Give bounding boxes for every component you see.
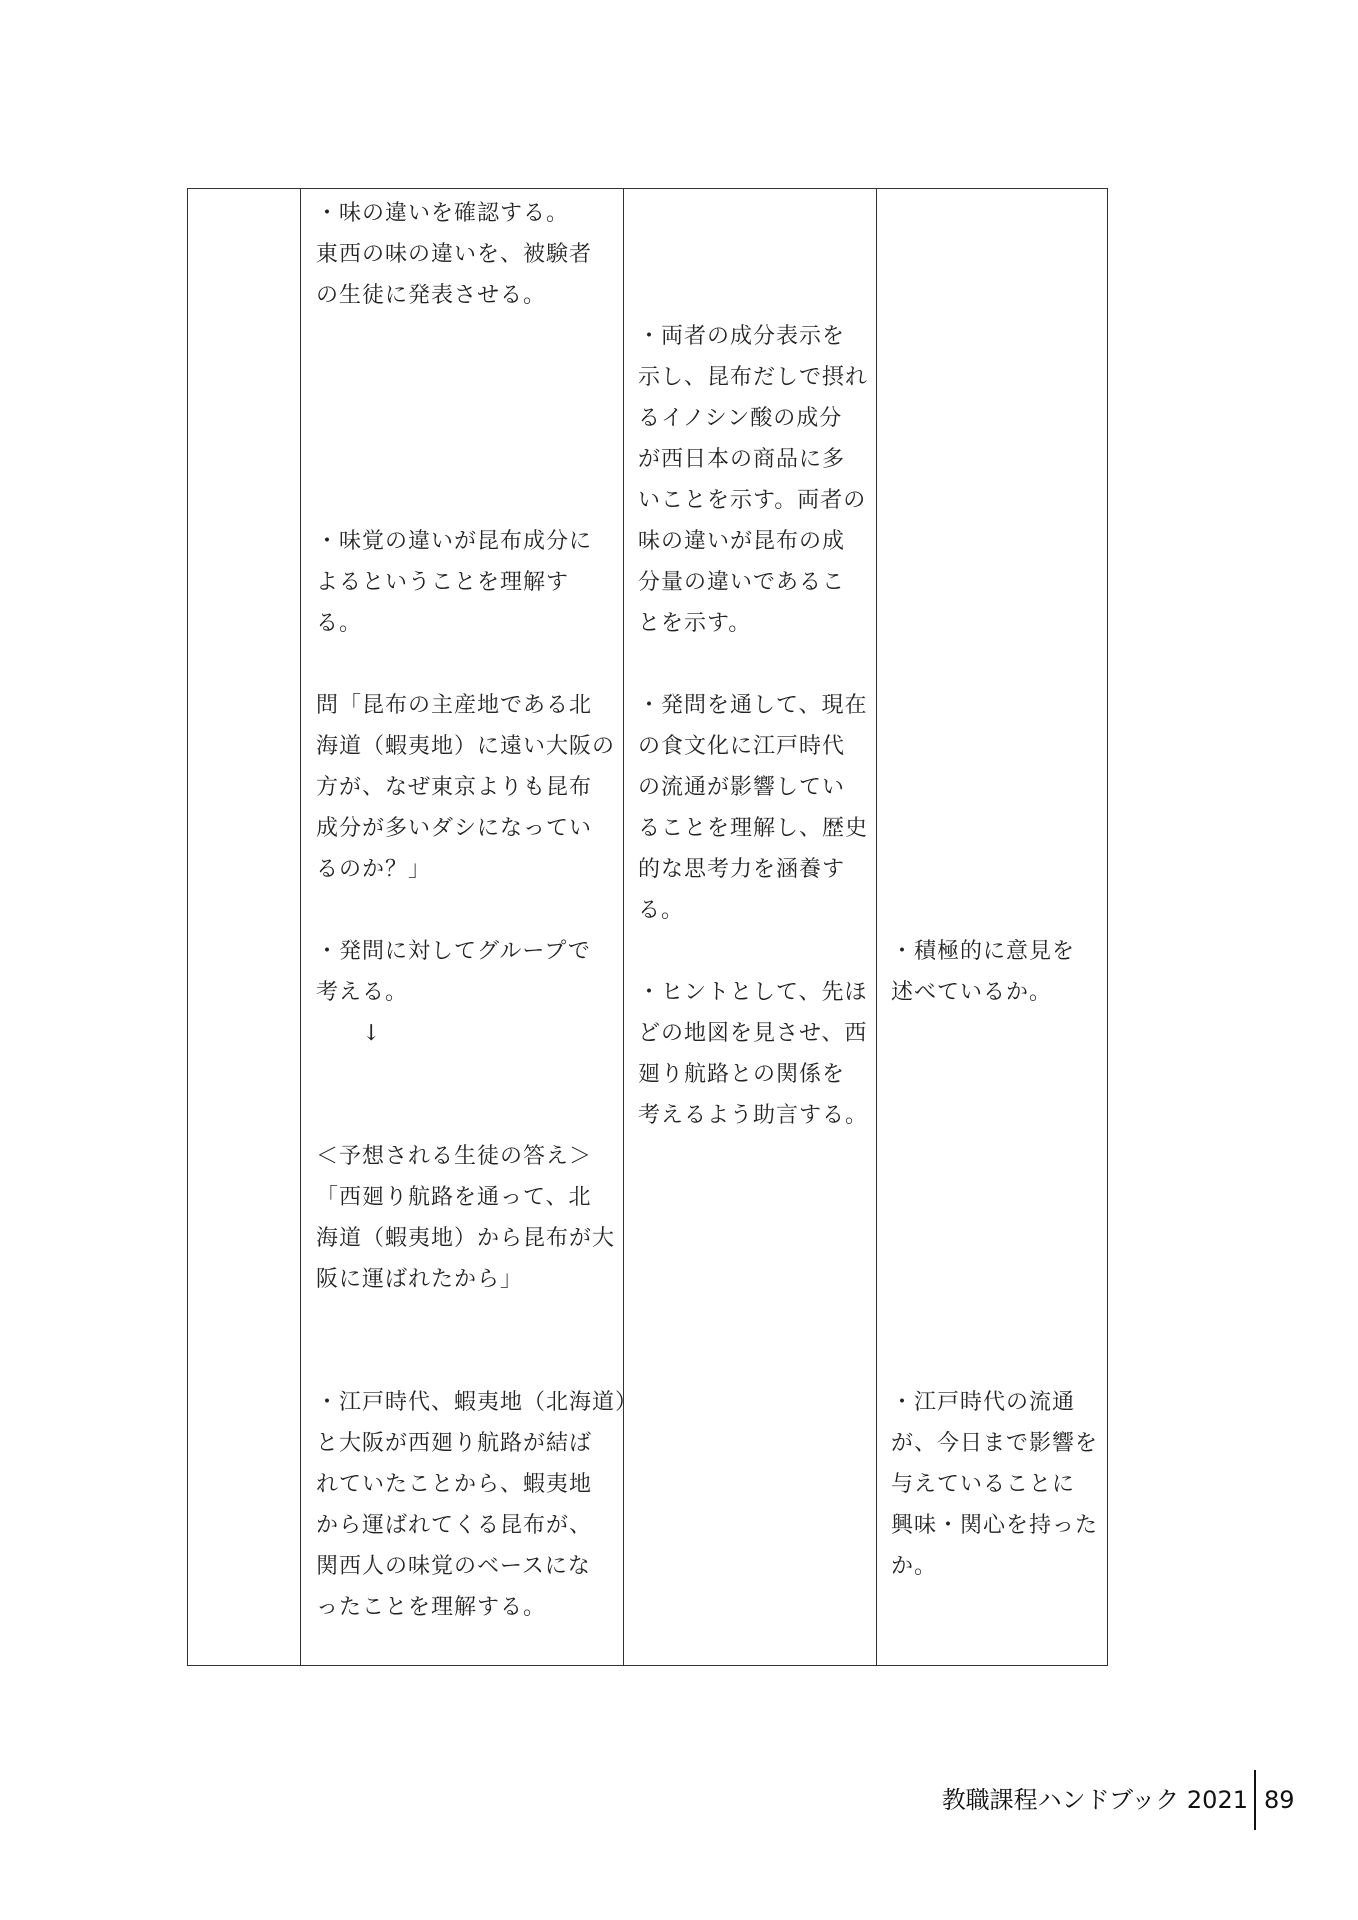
activity-question: 問「昆布の主産地である北 海道（蝦夷地）に遠い大阪の 方が、なぜ東京よりも昆布 成分が多いダシになってい るのか？」 [316, 693, 616, 882]
activity-expected-answer: ＜予想される生徒の答え＞ 「西廻り航路を通って、北 海道（蝦夷地）から昆布が大 阪に運ばれたから」 [316, 1144, 616, 1292]
footer-divider [1254, 1770, 1256, 1830]
evaluation-interest: ・江戸時代の流通 が、今日まで影響を 与えていることに 興味・関心を持った か。 [891, 1390, 1099, 1579]
lesson-plan-table [187, 188, 1108, 1666]
activity-conclusion: ・江戸時代、蝦夷地（北海道） と大阪が西廻り航路が結ば れていたことから、蝦夷地 から運ばれてくる昆布が、 関西人の味覚のベースにな ったことを理解する。 [316, 1390, 639, 1620]
note-question-purpose: ・発問を通して、現在 の食文化に江戸時代 の流通が影響してい ることを理解し、歴史 的な思考力を涵養す る。 [638, 693, 869, 923]
evaluation-active-opinion: ・積極的に意見を 述べているか。 [891, 939, 1076, 1005]
column-divider-1 [300, 189, 301, 1665]
footer-title: 教職課程ハンドブック 2021 [941, 1786, 1248, 1814]
activity-taste-check: ・味の違いを確認する。 東西の味の違いを、被験者 の生徒に発表させる。 [316, 201, 593, 308]
activity-understand-kombu: ・味覚の違いが昆布成分に よるということを理解す る。 [316, 529, 593, 636]
note-ingredients: ・両者の成分表示を 示し、昆布だしで摂れ るイノシン酸の成分 が西日本の商品に多 いことを示す。両者の 味の違いが昆布の成 分量の違いであるこ とを示す。 [638, 324, 869, 636]
activity-group-discussion: ・発問に対してグループで 考える。 ↓ [316, 939, 591, 1046]
page-number: 89 [1264, 1786, 1295, 1814]
column-divider-3 [876, 189, 877, 1665]
note-hint: ・ヒントとして、先ほ どの地図を見させ、西 廻り航路との関係を 考えるよう助言する。 [638, 980, 869, 1128]
